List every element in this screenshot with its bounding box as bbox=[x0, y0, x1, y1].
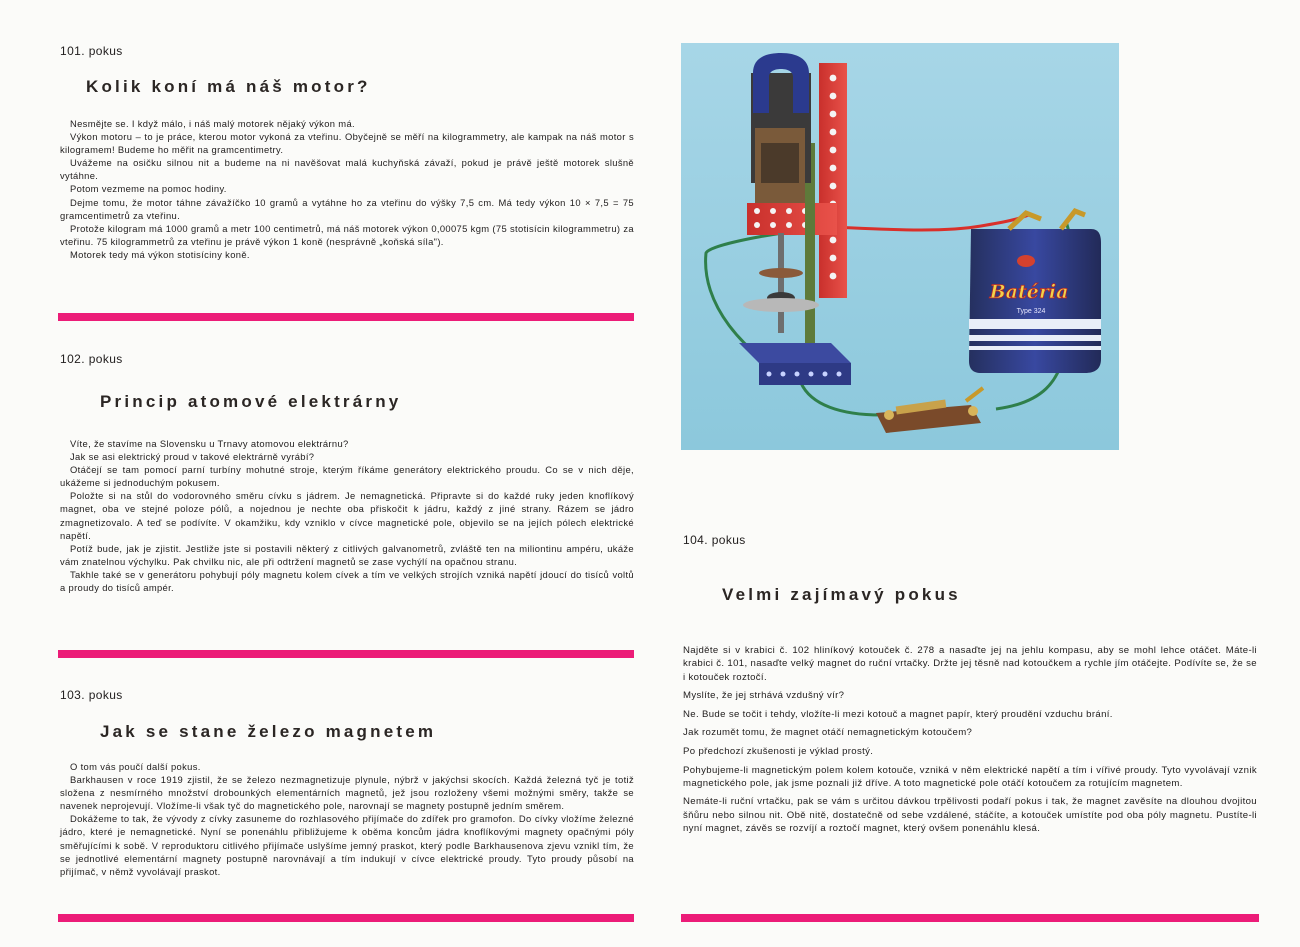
section-divider bbox=[58, 313, 634, 321]
paragraph: Otáčejí se tam pomocí parní turbíny mohutné stroje, kterým říkáme generátory elektrického proudu. Co se v nich děje, ukážeme si jednoduchým pokusem. bbox=[60, 464, 634, 489]
section-body bbox=[683, 644, 1257, 841]
paragraph: Víte, že stavíme na Slovensku u Trnavy atomovou elektrárnu? bbox=[70, 438, 349, 449]
paragraph: Jak se asi elektrický proud v takové elektrárně vyrábí? bbox=[70, 451, 315, 463]
section-number: 102. pokus bbox=[60, 352, 123, 366]
paragraph: Myslíte, že jej strhává vzdušný vír? bbox=[683, 690, 845, 702]
section-divider bbox=[58, 650, 634, 658]
section-divider bbox=[58, 914, 634, 922]
paragraph: Ne. Bude se točit i tehdy, vložíte-li mezi kotouč a magnet papír, který proudění vzduchu brání. bbox=[683, 708, 1113, 720]
paragraph: Protože kilogram má 1000 gramů a metr 100 centimetrů, má náš motorek výkon 0,00075 kgm (75 stotisícin kilogrammetru) za vteřinu. 75 kilogrammetrů za vteřinu je právě výkon 1 koně (nesprávně „koňská síla"). bbox=[60, 222, 634, 247]
paragraph: Položte si na stůl do vodorovného směru cívku s jádrem. Je nemagnetická. Připravte si do každé ruky jeden knoflíkový magnet, oba ve stejné poloze pólů, a nojednou je nechte oba přiskočit k jádru, každý z jiné strany. Rázem se jádro zmagnetizovalo. A teď se podívíte. V okamžiku, kdy vzniklo v cívce magnetické pole, objevilo se na jejích pólech elektrické napětí. bbox=[60, 490, 634, 541]
section-body bbox=[60, 117, 634, 261]
experiment-photo bbox=[681, 43, 1119, 450]
paragraph: Pohybujeme-li magnetickým polem kolem kotouče, vzniká v něm elektrické napětí a tím i vířivé proudy. Tyto vyvolávají vznik magnetického pole, jak jsme poznali již dříve. A toto magnetické pole otáčí kotoučem za rotujícím magnetem. bbox=[683, 764, 1257, 789]
paragraph: Uvážeme na osičku silnou nit a budeme na ni navěšovat malá kuchyňská závaží, pokud je právě ještě motorek slušně vytáhne. bbox=[60, 157, 634, 182]
section-body bbox=[60, 437, 634, 594]
paragraph: Výkon motoru – to je práce, kterou motor vykoná za vteřinu. Obyčejně se měří na kilogrammetry, ale kampak na náš motor s kilogramem! Budeme ho měřit na gramcentimetry. bbox=[60, 131, 634, 156]
paragraph: Nesmějte se. I když málo, i náš malý motorek nějaký výkon má. bbox=[70, 118, 355, 129]
section-body bbox=[60, 760, 634, 878]
paragraph: Barkhausen v roce 1919 zjistil, že se železo nezmagnetizuje plynule, nýbrž v jakýchsi skocích. Každá železná tyč je totiž složena z nesmírného množství drobounkých elementárních magnetů, jež jsou rozloženy všemi možnými směry, takže se navenek neprojevují. Vložíme-li však tyč do magnetického pole, narovnají se magnety postupně jedním směrem. bbox=[60, 774, 634, 812]
paragraph: Potíž bude, jak je zjistit. Jestliže jste si postavili některý z citlivých galvanometrů, zvláště ten na miliontinu ampéru, ukáže vám znatelnou výchylku. Pak chvilku nic, ale při odtržení magnetů se zase vychýlí na opačnou stranu. bbox=[60, 542, 634, 567]
paragraph: Po předchozí zkušenosti je výklad prostý. bbox=[683, 745, 874, 757]
paragraph: Najděte si v krabici č. 102 hliníkový kotouček č. 278 a nasaďte jej na jehlu kompasu, aby se mohl lehce otáčet. Máte-li krabici č. 101, nasaďte velký magnet do ruční vrtačky. Držte jej těsně nad kotoučkem a rychle jím otáčejte. Podívíte se, že se i kotouček roztočí. bbox=[683, 645, 1257, 683]
paragraph: Nemáte-li ruční vrtačku, pak se vám s určitou dávkou trpělivosti podaří pokus i tak, že magnet zavěsíte na dlouhou dvojitou šňůru nebo silnou nit. Obě nitě, dostatečně od sebe vzdálené, stáčíte, a kotouček umístíte pod oba póly magnetu. Pustíte-li nyní magnet, závěs se rozvíjí a roztočí magnet, který ovšem ponenáhlu klesá. bbox=[683, 796, 1257, 835]
section-title: Princip atomové elektrárny bbox=[100, 392, 402, 411]
section-number: 104. pokus bbox=[683, 533, 746, 547]
section-number: 103. pokus bbox=[60, 688, 123, 702]
section-title: Kolik koní má náš motor? bbox=[86, 77, 371, 96]
paragraph: Jak rozumět tomu, že magnet otáčí nemagnetickým kotoučem? bbox=[683, 727, 973, 739]
paragraph: Potom vezmeme na pomoc hodiny. bbox=[70, 183, 227, 195]
section-title: Jak se stane železo magnetem bbox=[100, 722, 437, 741]
paragraph: Takhle také se v generátoru pohybují póly magnetu kolem cívek a tím ve velkých strojích vzniká napětí jdoucí do tisíců voltů a proudy do tisíců ampér. bbox=[60, 568, 634, 594]
section-title: Velmi zajímavý pokus bbox=[722, 585, 961, 604]
photo-illustration bbox=[681, 43, 1119, 450]
paragraph: Dejme tomu, že motor táhne závažíčko 10 gramů a vytáhne ho za vteřinu do výšky 7,5 cm. Má tedy výkon 10 × 7,5 = 75 gramcentimetrů za vteřinu. bbox=[60, 196, 634, 221]
paragraph: Motorek tedy má výkon stotisíciny koně. bbox=[70, 248, 250, 260]
paragraph: O tom vás poučí další pokus. bbox=[70, 761, 201, 772]
section-number: 101. pokus bbox=[60, 44, 123, 58]
battery-type-label: Type 324 bbox=[1016, 308, 1046, 315]
section-divider bbox=[681, 914, 1259, 922]
battery-brand-label: Batéria bbox=[989, 281, 1069, 303]
paragraph: Dokážeme to tak, že vývody z cívky zasuneme do rozhlasového přijímače do zdířek pro gramofon. Do cívky vložíme železné jádro, které je nemagnetické. Nyní se ponenáhlu přibližujeme k oběma koncům jádra knoflíkovými magnety opačnými póly směřujícími k sobě. V reproduktoru citlivého přijímače uslyšíme jemný praskot, který podle Barkhausenova zjevu vznikl tím, že se jednotlivé elementární magnety postupně narovnávají a tím indukují v cívce elektrické proudy. Tyto proudy působí na přijímač, v němž vyvolávají praskot. bbox=[60, 813, 634, 877]
